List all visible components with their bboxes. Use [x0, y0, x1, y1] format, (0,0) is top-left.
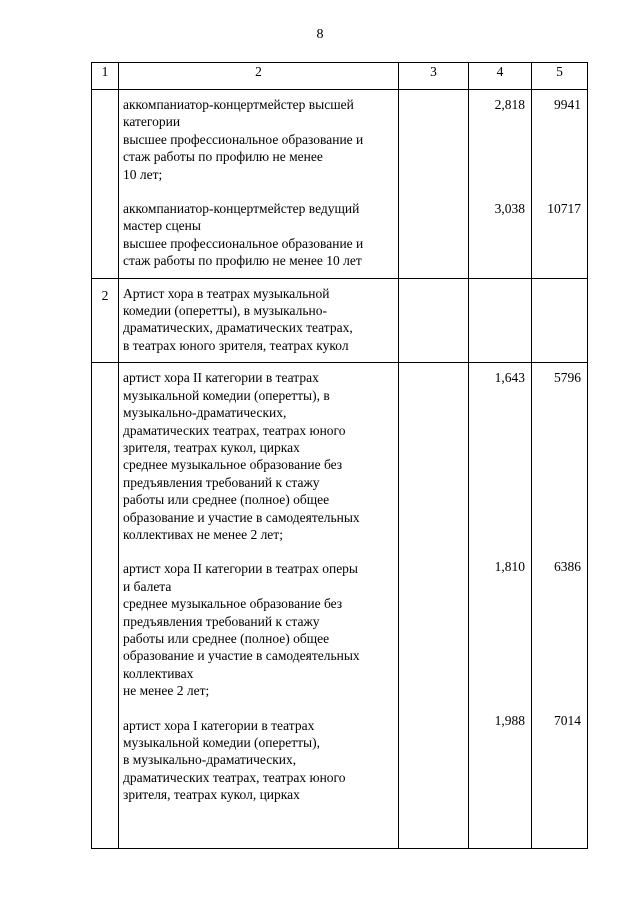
- salary-cell: [532, 90, 588, 279]
- table-row: [92, 363, 588, 849]
- salary-value: 5796: [554, 370, 581, 386]
- row-number-cell: [92, 90, 119, 279]
- coefficient-value: 1,643: [494, 370, 525, 386]
- section-title-cell: [119, 278, 399, 363]
- row-number-cell: 2: [92, 278, 119, 363]
- coefficient-value: 3,038: [494, 201, 525, 217]
- salary-value: 10717: [547, 201, 581, 217]
- salary-cell: [532, 363, 588, 849]
- salary-cell: [532, 278, 588, 363]
- salary-value: 6386: [554, 558, 581, 574]
- column-header: 3: [399, 63, 469, 90]
- column-3-cell: [399, 278, 469, 363]
- salary-value: 9941: [554, 97, 581, 112]
- coefficient-value: 1,988: [494, 713, 525, 729]
- position-entry: аккомпаниатор-концертмейстер ведущий мастер сцены высшее профессиональное образование и стаж работы по профилю не менее 10 лет: [123, 201, 364, 269]
- column-3-cell: [399, 90, 469, 279]
- coefficient-cell: [469, 278, 532, 363]
- table-row: [92, 278, 588, 363]
- column-header: 1: [92, 63, 119, 90]
- coefficient-cell: [469, 363, 532, 849]
- coefficient-value: 1,810: [494, 558, 525, 574]
- section-title: Артист хора в театрах музыкальной комедии (оперетты), в музыкально- драматических, драматических театрах, в театрах юного зрителя, театрах кукол: [123, 285, 353, 353]
- position-entry: артист хора II категории в театрах оперы и балета среднее музыкальное образование без предъявления требований к стажу работы или среднее (полное) общее образование и участие в самодеятельных коллективах не менее 2 лет;: [123, 561, 360, 699]
- position-entry: артист хора II категории в театрах музыкальной комедии (оперетты), в музыкально-драматических, драматических театрах, театрах юного зрителя, театрах кукол, цирках среднее музыкальное образование без предъявления требований к стажу работы или среднее (полное) общее образование и участие в самодеятельных коллективах не менее 2 лет;: [123, 370, 360, 542]
- coefficient-value: 2,818: [494, 97, 525, 112]
- table-row: [92, 90, 588, 279]
- position-description-cell: [119, 90, 399, 279]
- row-number-cell: [92, 363, 119, 849]
- position-entry: артист хора I категории в театрах музыкальной комедии (оперетты), в музыкально-драматических, драматических театрах, театрах юного зрителя, театрах кукол, цирках: [123, 717, 346, 803]
- column-header: 2: [119, 63, 399, 90]
- salary-table: [91, 62, 588, 849]
- column-3-cell: [399, 363, 469, 849]
- position-description-cell: [119, 363, 399, 849]
- column-header: 4: [469, 63, 532, 90]
- table-header-row: [92, 63, 588, 90]
- position-entry: аккомпаниатор-концертмейстер высшей категории высшее профессиональное образование и стаж работы по профилю не менее 10 лет;: [123, 97, 364, 182]
- salary-value: 7014: [554, 713, 581, 729]
- coefficient-cell: [469, 90, 532, 279]
- column-header: 5: [532, 63, 588, 90]
- page-number: 8: [316, 27, 324, 42]
